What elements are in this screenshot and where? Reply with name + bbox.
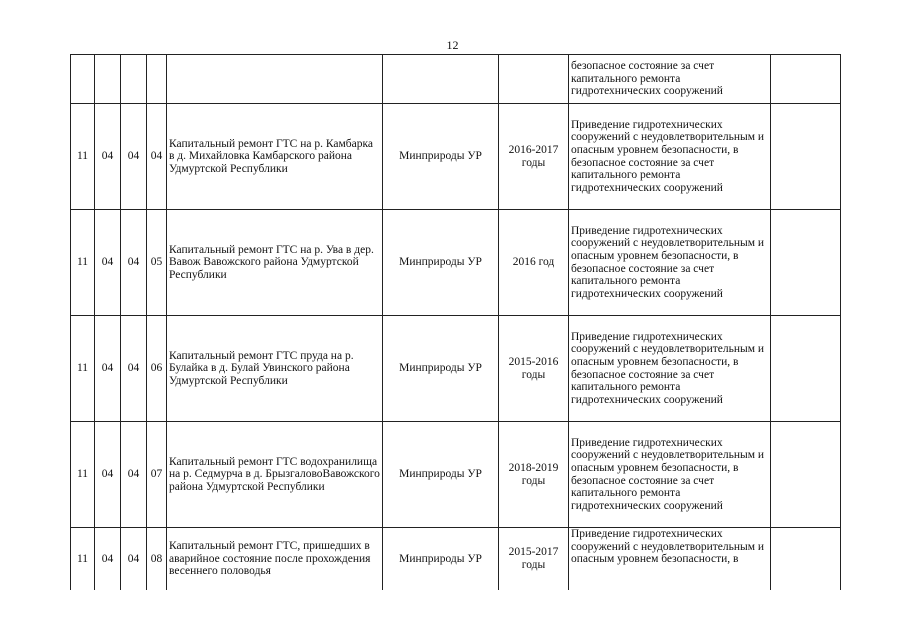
cell-result: Приведение гидротехнических сооружений с неудовлетворительным и опасным уровнем безопасности, в безопасное состояние за счет капитального ремонта гидротехнических сооружений	[569, 316, 771, 422]
cell-extra	[771, 55, 841, 104]
cell-result: Приведение гидротехнических сооружений с неудовлетворительным и опасным уровнем безопасности, в безопасное состояние за счет капитального ремонта гидротехнических сооружений	[569, 422, 771, 528]
cell-extra	[771, 104, 841, 210]
cell-result: Приведение гидротехнических сооружений с неудовлетворительным и опасным уровнем безопасности, в безопасное состояние за счет капитального ремонта гидротехнических сооружений	[569, 104, 771, 210]
cell-executor: Минприроды УР	[383, 528, 499, 591]
cell-extra	[771, 422, 841, 528]
cell-code-4: 06	[147, 316, 167, 422]
cell-term: 2018-2019 годы	[499, 422, 569, 528]
table-row	[71, 210, 841, 316]
cell-term: 2015-2017 годы	[499, 528, 569, 591]
cell-name: Капитальный ремонт ГТС на р. Камбарка в д. Михайловка Камбарского района Удмуртской Республики	[167, 104, 383, 210]
cell-code-2: 04	[95, 316, 121, 422]
cell-result: Приведение гидротехнических сооружений с неудовлетворительным и опасным уровнем безопасности, в	[569, 528, 771, 591]
cell-code-2	[95, 55, 121, 104]
cell-extra	[771, 316, 841, 422]
table-row	[71, 316, 841, 422]
cell-term: 2015-2016 годы	[499, 316, 569, 422]
cell-code-4: 07	[147, 422, 167, 528]
cell-name	[167, 55, 383, 104]
cell-code-3: 04	[121, 422, 147, 528]
table-row	[71, 528, 841, 591]
cell-name: Капитальный ремонт ГТС на р. Ува в дер. Вавож Вавожского района Удмуртской Республики	[167, 210, 383, 316]
cell-executor	[383, 55, 499, 104]
cell-term	[499, 55, 569, 104]
cell-code-1	[71, 55, 95, 104]
cell-executor: Минприроды УР	[383, 422, 499, 528]
cell-name: Капитальный ремонт ГТС пруда на р. Булайка в д. Булай Увинского района Удмуртской Республики	[167, 316, 383, 422]
cell-executor: Минприроды УР	[383, 210, 499, 316]
cell-extra	[771, 528, 841, 591]
cell-code-3: 04	[121, 104, 147, 210]
cell-code-1: 11	[71, 210, 95, 316]
table-row	[71, 104, 841, 210]
cell-result: Приведение гидротехнических сооружений с неудовлетворительным и опасным уровнем безопасности, в безопасное состояние за счет капитального ремонта гидротехнических сооружений	[569, 210, 771, 316]
cell-extra	[771, 210, 841, 316]
cell-code-3	[121, 55, 147, 104]
program-table	[70, 54, 841, 590]
cell-name: Капитальный ремонт ГТС, пришедших в аварийное состояние после прохождения весеннего половодья	[167, 528, 383, 591]
cell-code-1: 11	[71, 316, 95, 422]
cell-code-1: 11	[71, 528, 95, 591]
cell-code-3: 04	[121, 528, 147, 591]
cell-code-2: 04	[95, 104, 121, 210]
cell-executor: Минприроды УР	[383, 316, 499, 422]
cell-name: Капитальный ремонт ГТС водохранилища на р. Седмурча в д. БрызгаловоВавожского района Удмуртской Республики	[167, 422, 383, 528]
cell-code-1: 11	[71, 104, 95, 210]
cell-code-4: 04	[147, 104, 167, 210]
cell-code-2: 04	[95, 528, 121, 591]
table-row	[71, 422, 841, 528]
table-row-continued	[71, 55, 841, 104]
cell-code-4	[147, 55, 167, 104]
cell-result: безопасное состояние за счет капитального ремонта гидротехнических сооружений	[569, 55, 771, 104]
cell-code-2: 04	[95, 422, 121, 528]
page-number: 12	[446, 38, 459, 52]
cell-code-3: 04	[121, 210, 147, 316]
cell-code-2: 04	[95, 210, 121, 316]
cell-code-4: 08	[147, 528, 167, 591]
cell-code-4: 05	[147, 210, 167, 316]
cell-code-3: 04	[121, 316, 147, 422]
cell-term: 2016 год	[499, 210, 569, 316]
cell-code-1: 11	[71, 422, 95, 528]
cell-term: 2016-2017 годы	[499, 104, 569, 210]
cell-executor: Минприроды УР	[383, 104, 499, 210]
